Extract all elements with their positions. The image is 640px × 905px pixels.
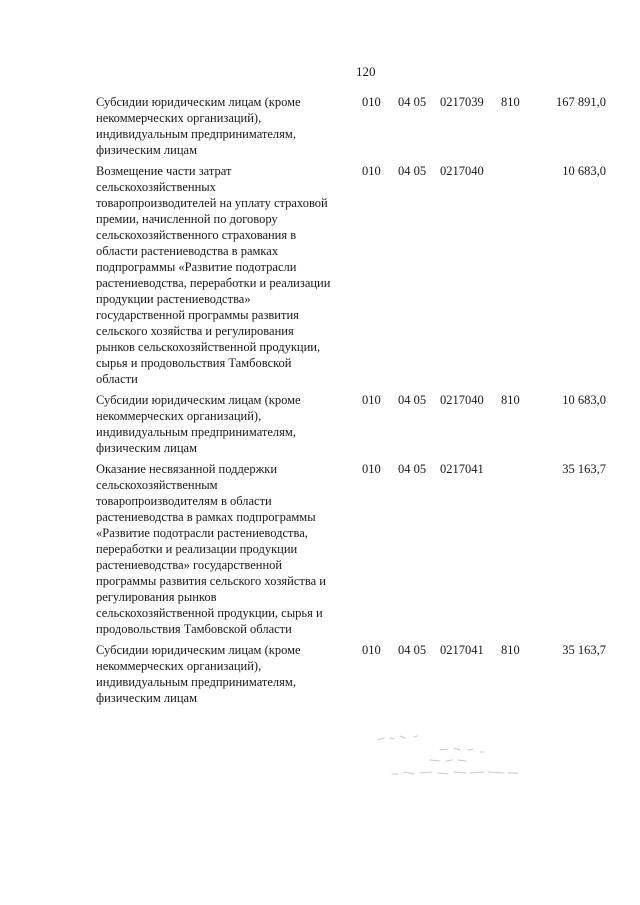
row-ministry-code: 010 — [362, 95, 381, 109]
row-target-code: 0217040 — [440, 164, 484, 178]
row-expense-type: 810 — [501, 393, 520, 407]
table-row — [96, 392, 606, 456]
row-section-code: 04 05 — [398, 164, 427, 178]
row-description: Оказание несвязанной поддержки сельскохозяйственным товаропроизводителям в области растениеводства в рамках подпрограммы «Развитие подотрасли растениеводства, переработки и реализации продукции растениеводства» государственной программы развития сельского хозяйства и регулирования рынков сельскохозяйственной продукции, сырья и продовольствия Тамбовской области — [96, 462, 326, 636]
row-target-code: 0217039 — [440, 95, 484, 109]
table-row — [96, 461, 606, 637]
row-target-code: 0217041 — [440, 643, 484, 657]
table-row — [96, 163, 606, 387]
faint-stamp-mark — [370, 728, 530, 788]
row-ministry-code: 010 — [362, 393, 381, 407]
table-row — [96, 642, 606, 706]
table-row — [96, 94, 606, 158]
row-section-code: 04 05 — [398, 643, 427, 657]
row-description: Субсидии юридическим лицам (кроме некоммерческих организаций), индивидуальным предпринимателям, физическим лицам — [96, 95, 301, 157]
row-amount: 10 683,0 — [562, 164, 606, 178]
row-description: Субсидии юридическим лицам (кроме некоммерческих организаций), индивидуальным предпринимателям, физическим лицам — [96, 393, 301, 455]
budget-table — [96, 94, 606, 711]
row-description: Субсидии юридическим лицам (кроме некоммерческих организаций), индивидуальным предпринимателям, физическим лицам — [96, 643, 301, 705]
row-amount: 167 891,0 — [556, 95, 606, 109]
row-section-code: 04 05 — [398, 393, 427, 407]
page-number: 120 — [356, 64, 376, 79]
row-section-code: 04 05 — [398, 95, 427, 109]
row-amount: 10 683,0 — [562, 393, 606, 407]
row-description: Возмещение части затрат сельскохозяйственных товаропроизводителей на уплату страховой премии, начисленной по договору сельскохозяйственного страхования в области растениеводства в рамках подпрограммы «Развитие подотрасли растениеводства, переработки и реализации продукции растениеводства» государственной программы развития сельского хозяйства и регулирования рынков сельскохозяйственной продукции, сырья и продовольствия Тамбовской области — [96, 164, 331, 386]
row-ministry-code: 010 — [362, 164, 381, 178]
row-target-code: 0217041 — [440, 462, 484, 476]
row-amount: 35 163,7 — [562, 462, 606, 476]
row-ministry-code: 010 — [362, 462, 381, 476]
row-expense-type: 810 — [501, 95, 520, 109]
row-expense-type: 810 — [501, 643, 520, 657]
row-ministry-code: 010 — [362, 643, 381, 657]
row-section-code: 04 05 — [398, 462, 427, 476]
row-amount: 35 163,7 — [562, 643, 606, 657]
row-target-code: 0217040 — [440, 393, 484, 407]
